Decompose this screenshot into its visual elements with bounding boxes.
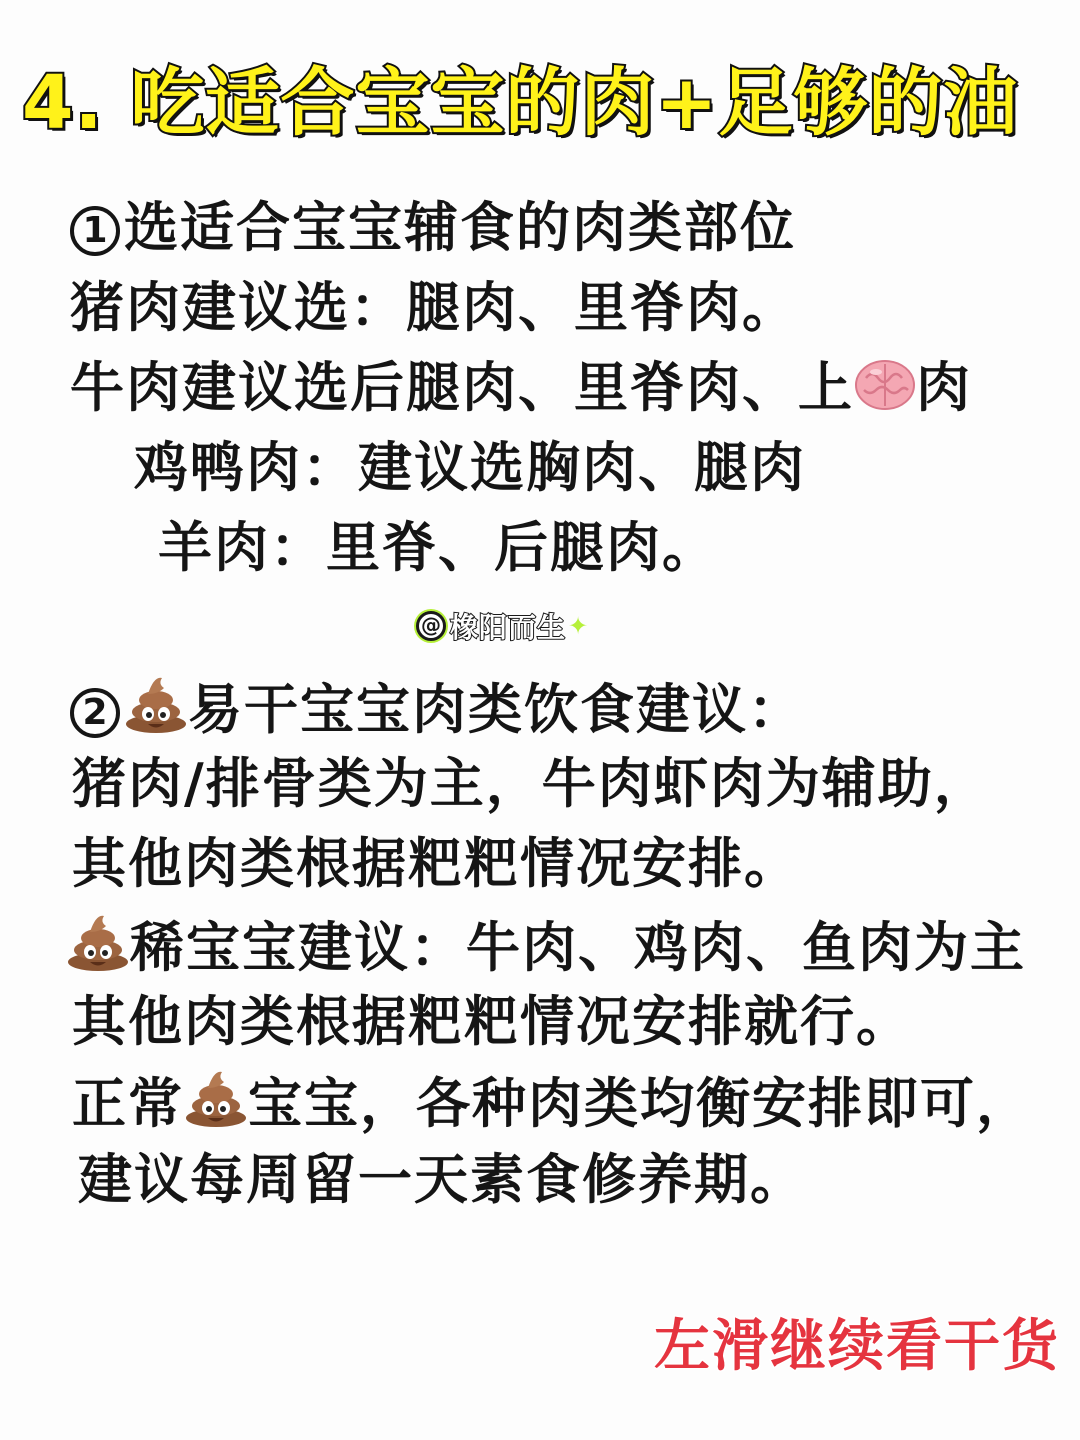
section1-heading-line: [70, 196, 796, 260]
page-title: 4. 吃适合宝宝的肉+足够的油: [22, 60, 1019, 146]
section1-poultry: 鸡鸭肉：建议选胸肉、腿肉: [134, 436, 806, 499]
poop-icon: [66, 912, 130, 972]
at-icon: @: [416, 611, 446, 641]
section1-heading: 选适合宝宝辅食的肉类部位: [124, 196, 796, 259]
section2-line5-wrap: [72, 1068, 1032, 1136]
section1-pork: 猪肉建议选：腿肉、里脊肉。: [70, 276, 798, 339]
watermark-name: 橡阳而生: [450, 611, 567, 644]
swipe-left-hint[interactable]: 左滑继续看干货: [654, 1314, 1060, 1379]
section2-number: 2: [70, 688, 120, 738]
watermark: [416, 606, 588, 646]
section1-lamb: 羊肉：里脊、后腿肉。: [158, 516, 718, 579]
section2-line2: 其他肉类根据粑粑情况安排。: [72, 832, 800, 895]
section1-beef-suffix: 肉: [916, 356, 972, 419]
section2-line3-wrap: [66, 912, 1026, 980]
sparkle-icon: ✦: [568, 612, 589, 640]
section2-line1: 猪肉/排骨类为主，牛肉虾肉为辅助，: [72, 752, 990, 815]
section2-line5-suffix: 宝宝，各种肉类均衡安排即可，: [248, 1072, 1032, 1135]
section2-line5-prefix: 正常: [72, 1072, 184, 1135]
poop-icon: [124, 674, 188, 734]
section2-line4: 其他肉类根据粑粑情况安排就行。: [72, 990, 912, 1053]
section2-heading-line: [70, 674, 804, 742]
section2-line6: 建议每周留一天素食修养期。: [78, 1148, 806, 1211]
section1-beef-prefix: 牛肉建议选后腿肉、里脊肉、上: [70, 356, 854, 419]
brain-icon: [854, 358, 916, 412]
section2-line3: 稀宝宝建议：牛肉、鸡肉、鱼肉为主: [130, 916, 1026, 979]
section1-number: 1: [70, 206, 120, 256]
poop-icon: [184, 1068, 248, 1128]
section2-heading: 易干宝宝肉类饮食建议：: [188, 678, 804, 741]
section1-beef-line: [70, 356, 972, 420]
